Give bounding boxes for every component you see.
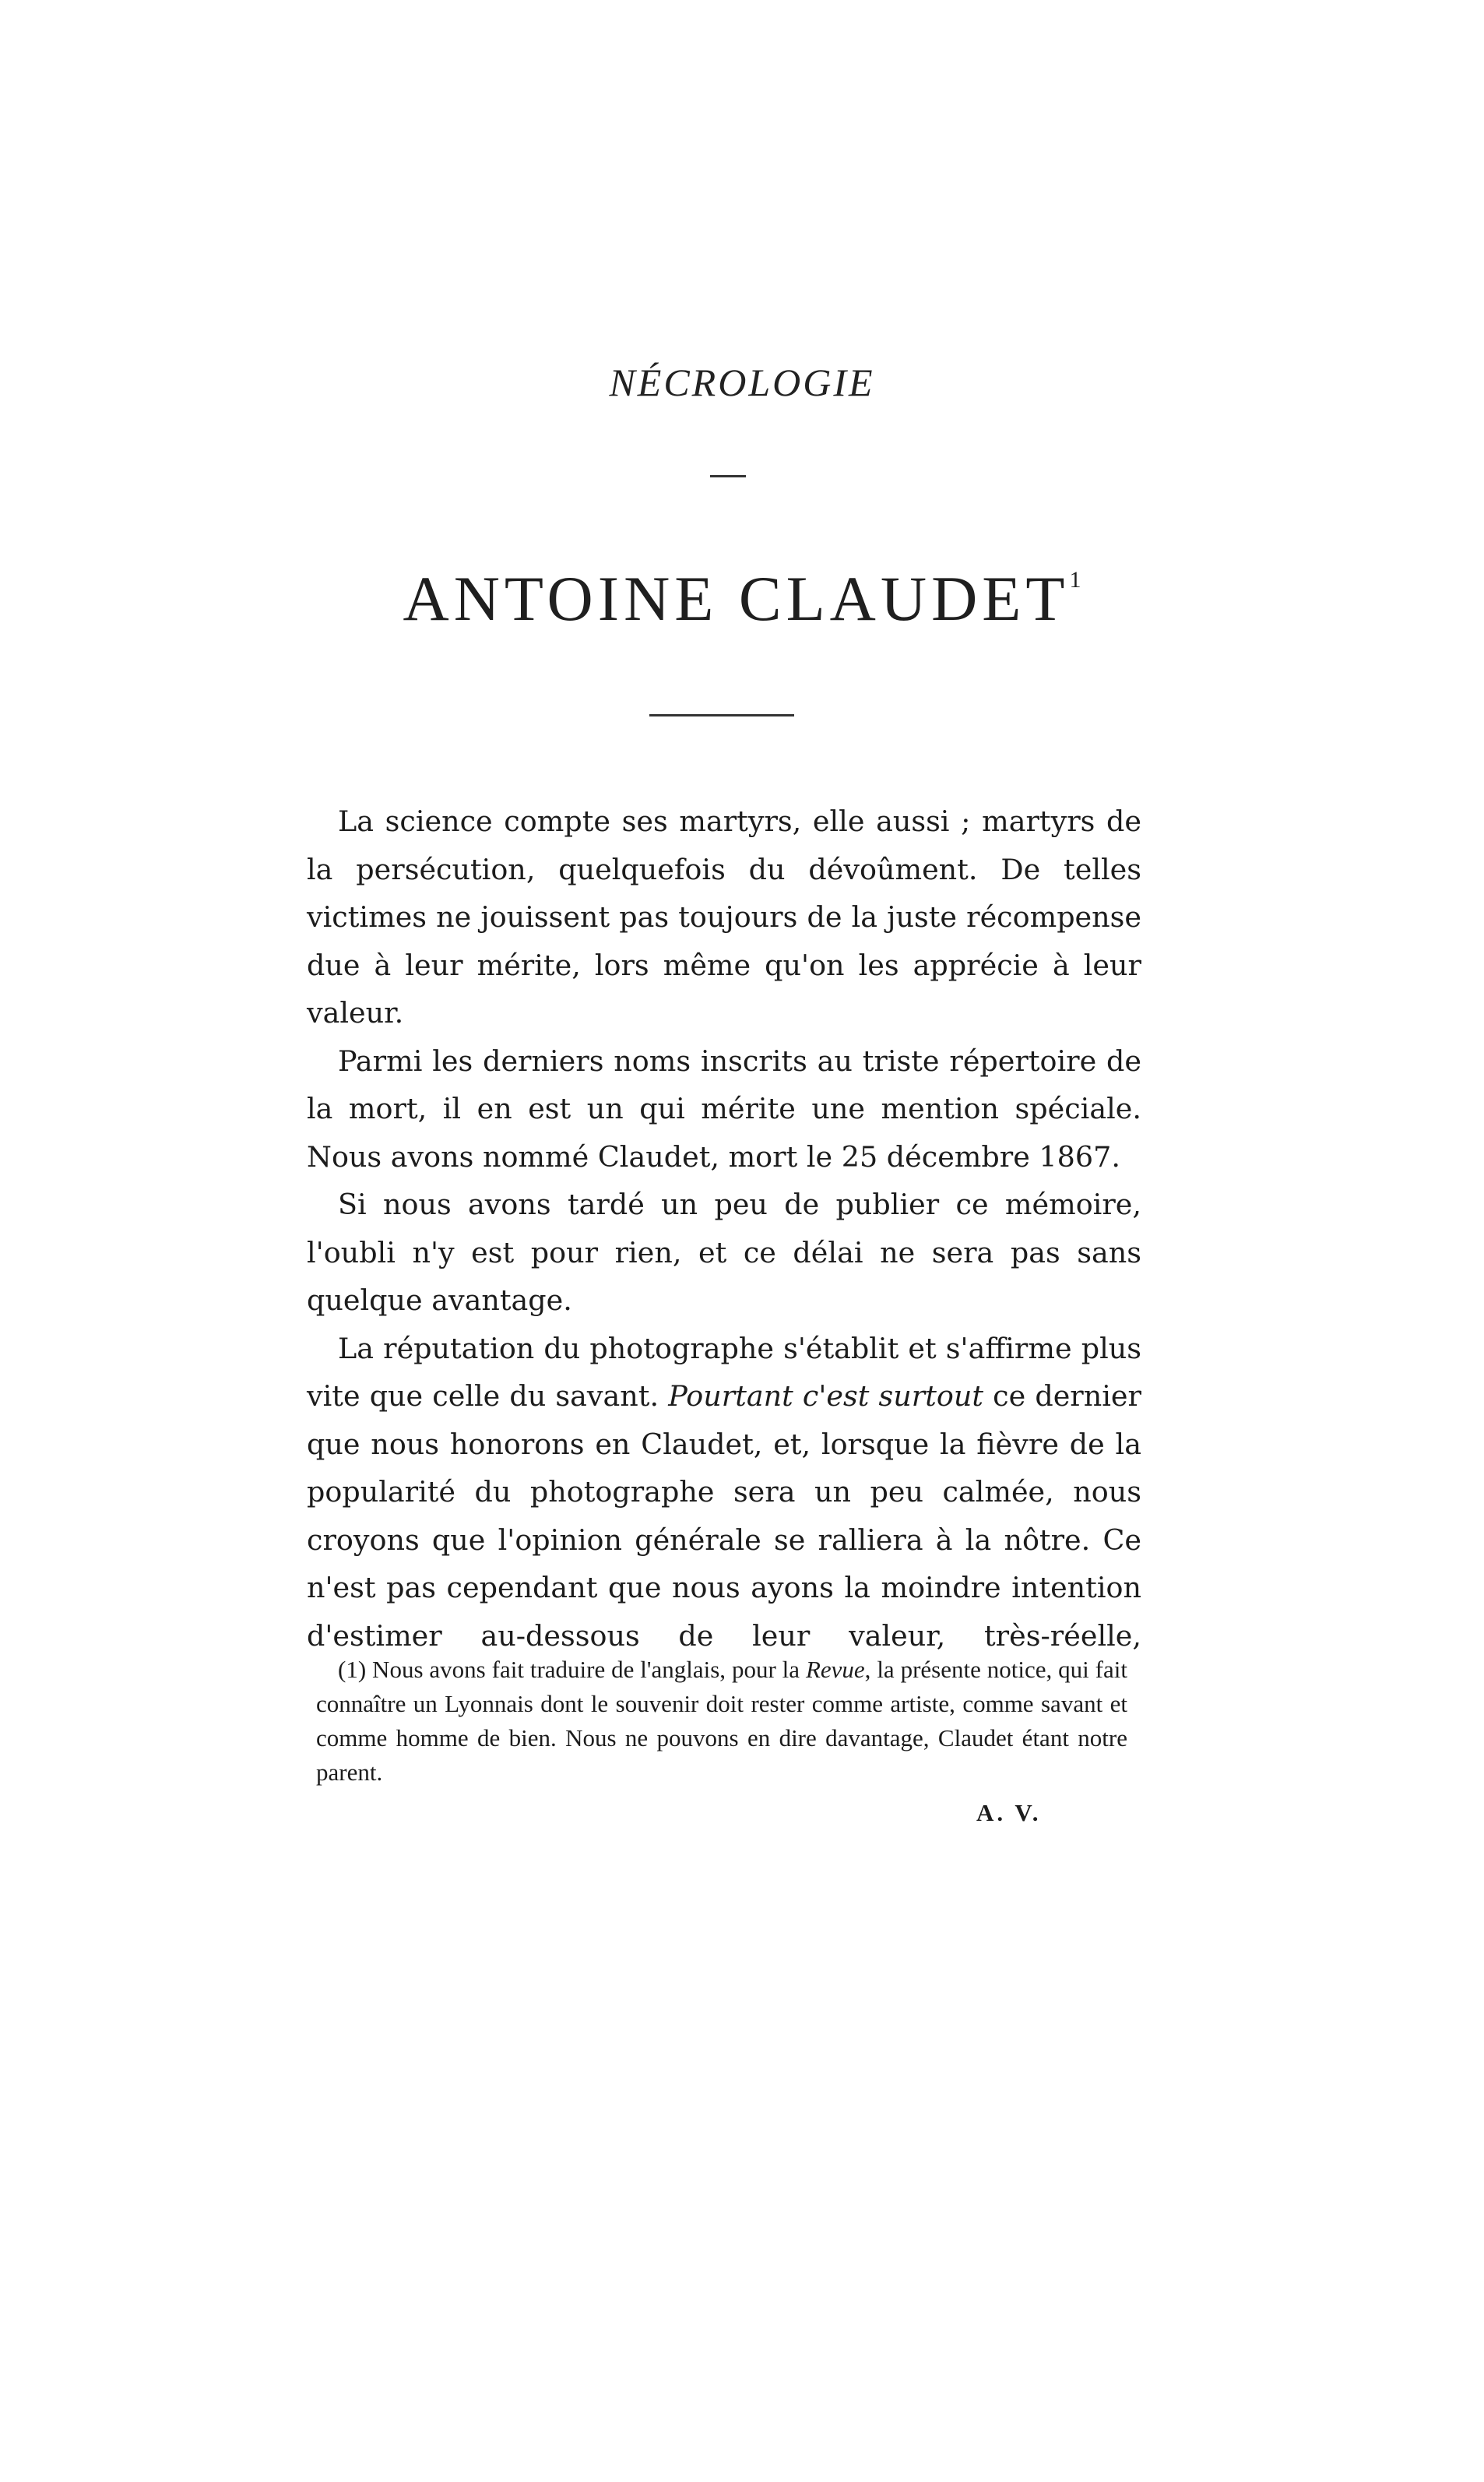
paragraph-3: Si nous avons tardé un peu de publier ce mémoire, l'oubli n'y est pour rien, et ce délai ne sera pas sans quelque avantage. bbox=[307, 1188, 1141, 1317]
page-title bbox=[0, 562, 1484, 635]
body-text bbox=[307, 797, 1141, 1660]
footnote-part-1: Nous avons fait traduire de l'anglais, pour la bbox=[366, 1656, 806, 1683]
paragraph-1: La science compte ses martyrs, elle aussi ; martyrs de la persécution, quelquefois du dévoûment. De telles victimes ne jouissent pas toujours de la juste récompense due à leur mérite, lors même qu'on les apprécie à leur valeur. bbox=[307, 804, 1141, 1030]
footnote bbox=[316, 1653, 1127, 1790]
section-heading: NÉCROLOGIE bbox=[609, 361, 875, 404]
title-divider bbox=[649, 714, 794, 716]
footnote-marker: (1) bbox=[338, 1656, 367, 1683]
paragraph-4-part-1: La réputation du photographe s'établit et s'affirme plus vite que celle du savant. bbox=[307, 1331, 1141, 1413]
paragraph-2: Parmi les derniers noms inscrits au triste répertoire de la mort, il en est un qui mérite une mention spéciale. Nous avons nommé Claudet, mort le 25 décembre 1867. bbox=[307, 1044, 1141, 1174]
title-text: ANTOINE CLAUDET bbox=[403, 563, 1070, 634]
footnote-signature: A. V. bbox=[976, 1799, 1042, 1826]
footnote-text bbox=[316, 1653, 1127, 1790]
paragraph-4-part-2: ce dernier que nous honorons en Claudet, et, lorsque la fièvre de la popularité du photographe sera un peu calmée, nous croyons que l'opinion générale se ralliera à la nôtre. Ce n'est pas cependant que nous ayons la moindre intention d'estimer au-dessous de leur valeur, très-réelle, bbox=[307, 1379, 1141, 1653]
title-footnote-mark: 1 bbox=[1069, 567, 1081, 593]
footnote-part-2: , la présente notice, qui fait connaître un Lyonnais dont le souvenir doit rester comme artiste, comme savant et comme homme de bien. Nous ne pouvons en dire davantage, Claudet étant notre parent. bbox=[316, 1656, 1127, 1786]
paragraph-4 bbox=[307, 1325, 1141, 1660]
footnote-italic: Revue bbox=[805, 1656, 865, 1683]
short-divider bbox=[710, 475, 746, 477]
paragraph-4-italic: Pourtant c'est surtout bbox=[659, 1379, 993, 1413]
